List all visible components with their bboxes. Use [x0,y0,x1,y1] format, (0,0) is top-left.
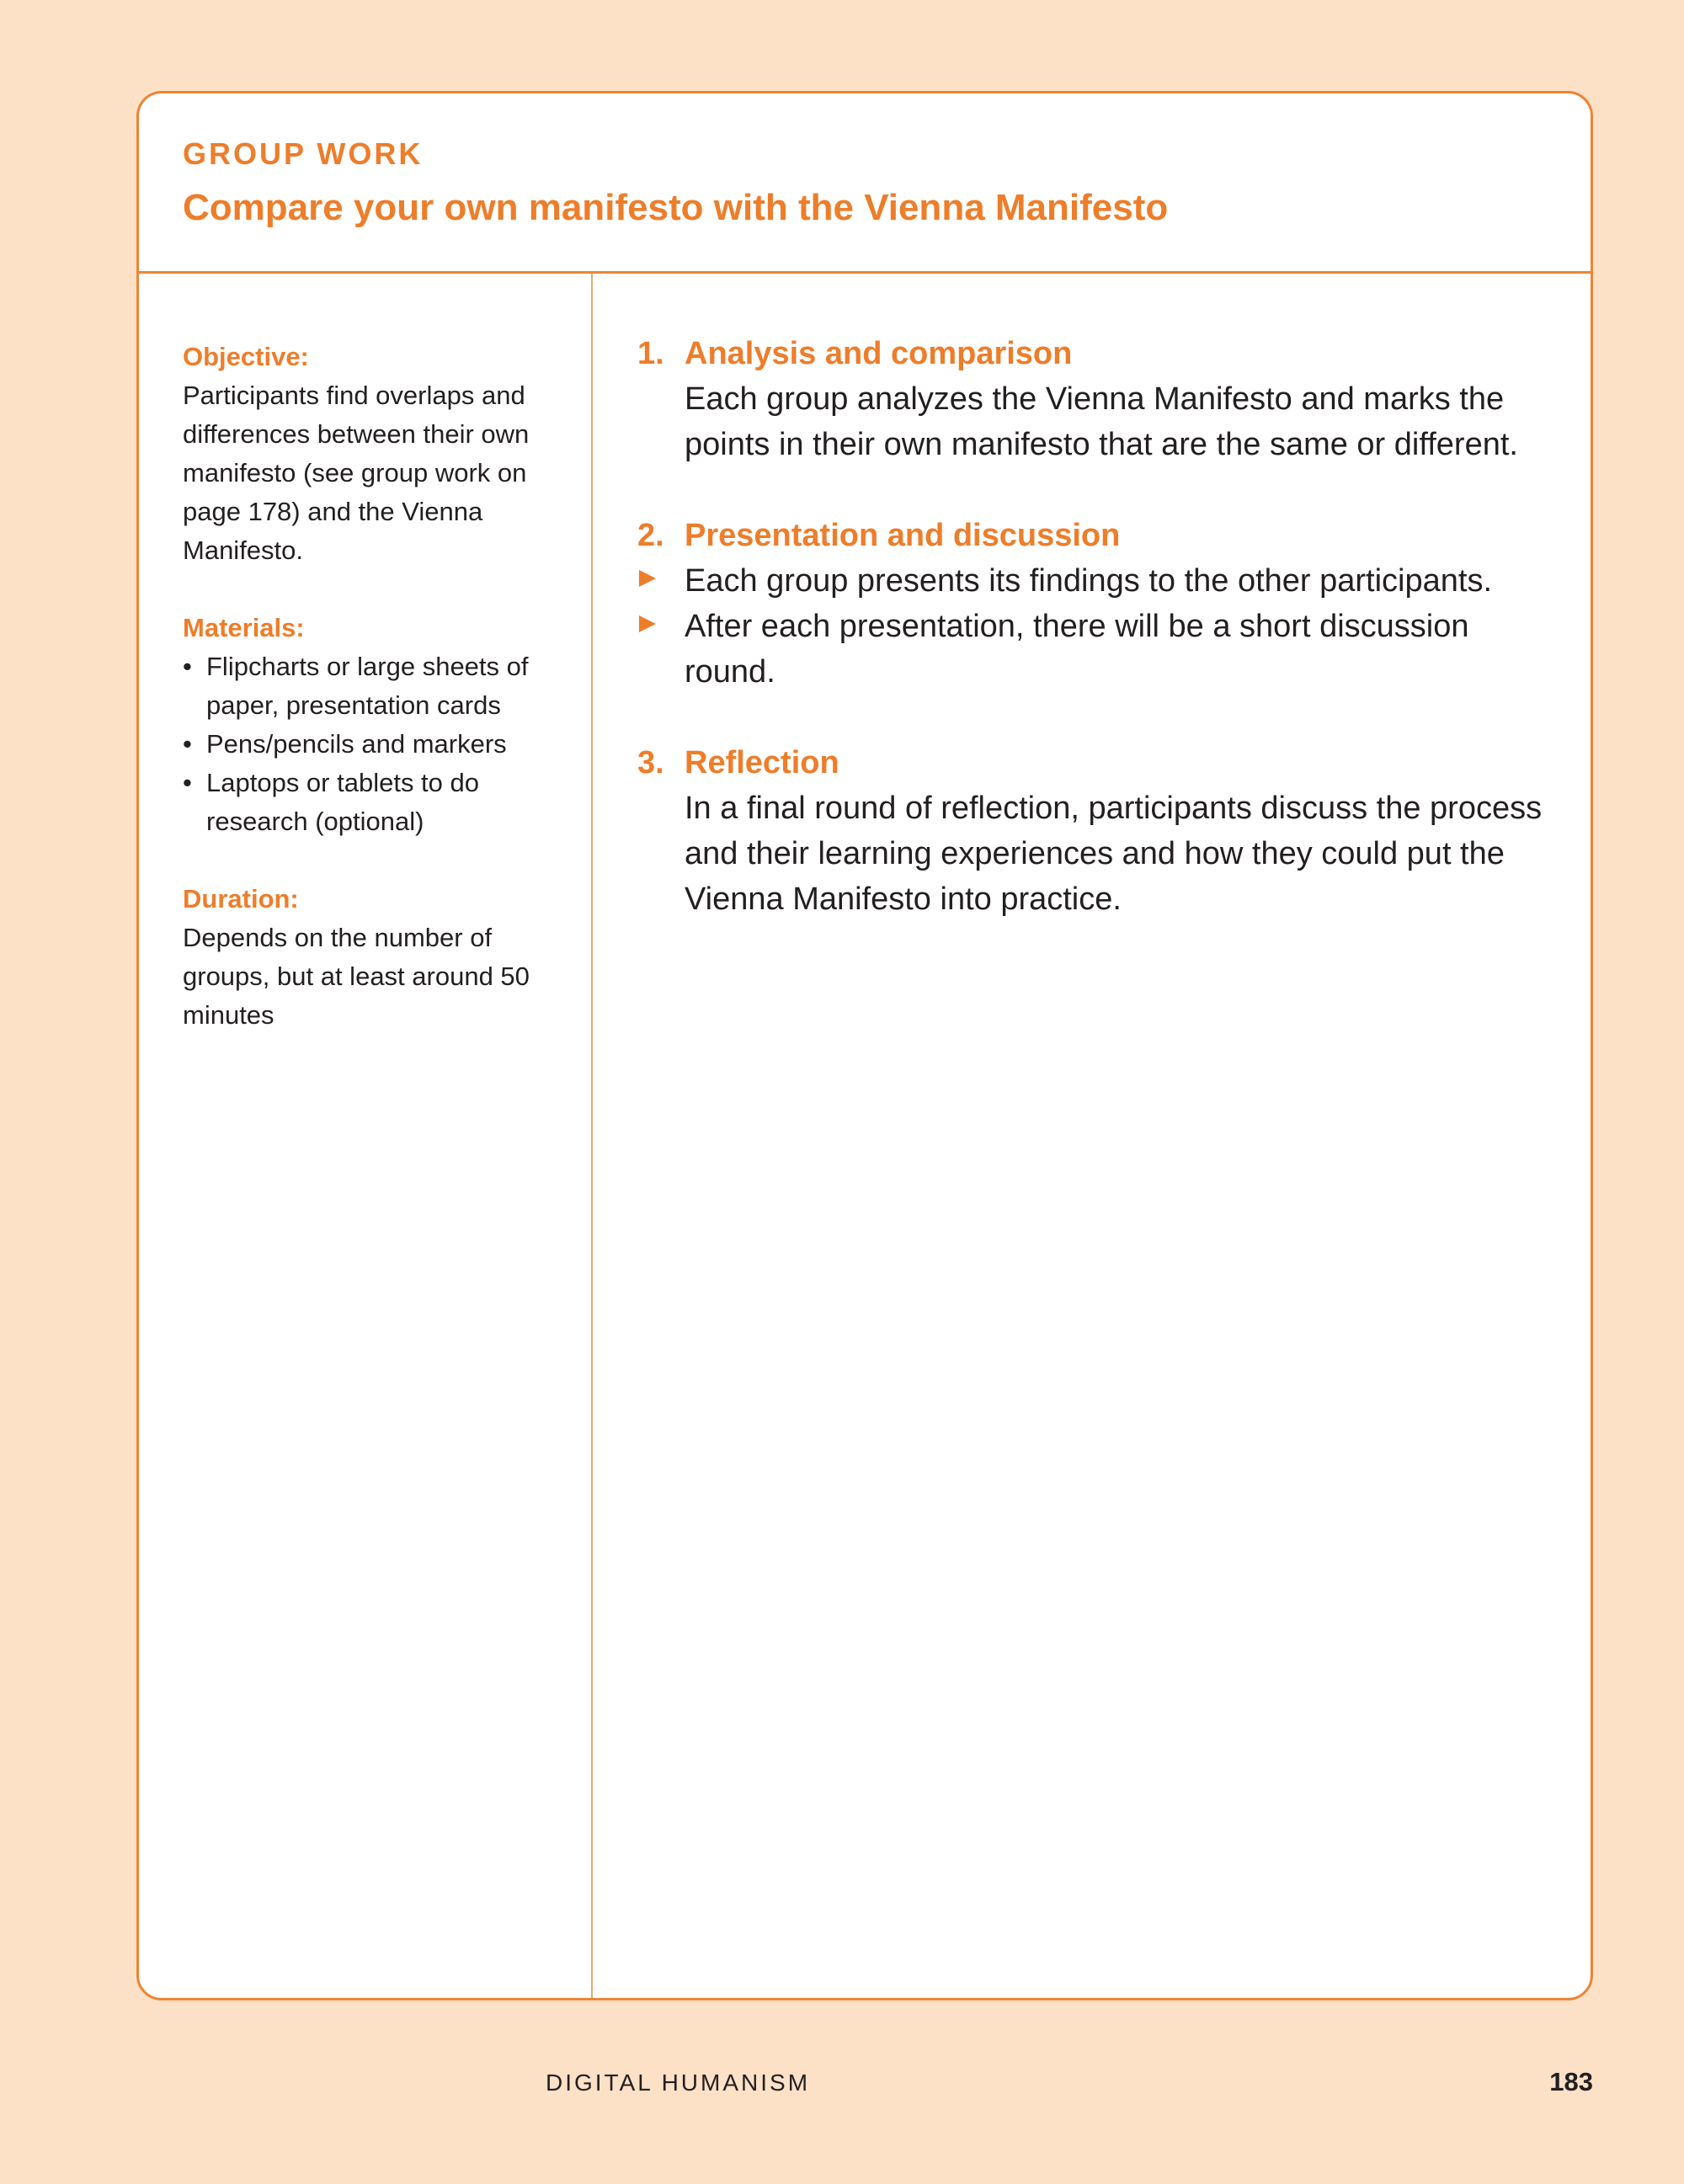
objective-label: Objective: [183,342,309,371]
materials-label: Materials: [183,613,305,642]
column-divider [591,274,593,1998]
step-body: In a final round of reflection, participants discuss the process and their learning experiences and how they could put the Vienna Manifesto into practice. [685,791,1543,917]
arrow-bullet-icon [639,615,656,632]
arrow-bullet-icon [639,570,656,587]
duration-text: Depends on the number of groups, but at least around 50 minutes [183,923,530,1030]
step-number: 3. [637,745,664,780]
step-3 [637,740,1564,922]
step-heading: Analysis and comparison [685,336,1073,371]
step-1 [637,331,1564,467]
objective-text: Participants find overlaps and differences between their own manifesto (see group work on page 178) and the Vienna Manifesto. [183,381,530,565]
materials-item [183,725,553,764]
steps-column [637,331,1564,967]
bullet-icon: • [183,729,192,759]
section-kicker: GROUP WORK [183,136,424,171]
step-heading: Presentation and discussion [685,518,1121,553]
card-header [139,93,1591,274]
step-2 [637,513,1564,695]
materials-item-text: Flipcharts or large sheets of paper, presentation cards [206,652,529,720]
step-list-item [685,604,1564,695]
bullet-icon: • [183,652,192,681]
running-title: DIGITAL HUMANISM [546,2069,811,2096]
materials-item [183,764,553,841]
step-heading: Reflection [685,745,839,780]
sidebar-info [183,338,553,1073]
step-number: 1. [637,336,664,371]
group-work-card [136,91,1593,2000]
step-list-item-text: Each group presents its findings to the other participants. [685,563,1492,599]
step-list-item-text: After each presentation, there will be a short discussion round. [685,609,1469,690]
step-body: Each group analyzes the Vienna Manifesto and marks the points in their own manifesto that are the same or different. [685,381,1518,462]
materials-item-text: Pens/pencils and markers [206,729,507,759]
materials-list [183,647,553,841]
card-title: Compare your own manifesto with the Vienna Manifesto [183,187,1169,228]
step-number: 2. [637,518,664,553]
duration-label: Duration: [183,884,299,914]
step-list-item [685,558,1564,604]
materials-item-text: Laptops or tablets to do research (optional) [206,768,480,836]
materials-item [183,647,553,725]
bullet-icon: • [183,768,192,797]
page-number: 183 [1549,2067,1593,2096]
